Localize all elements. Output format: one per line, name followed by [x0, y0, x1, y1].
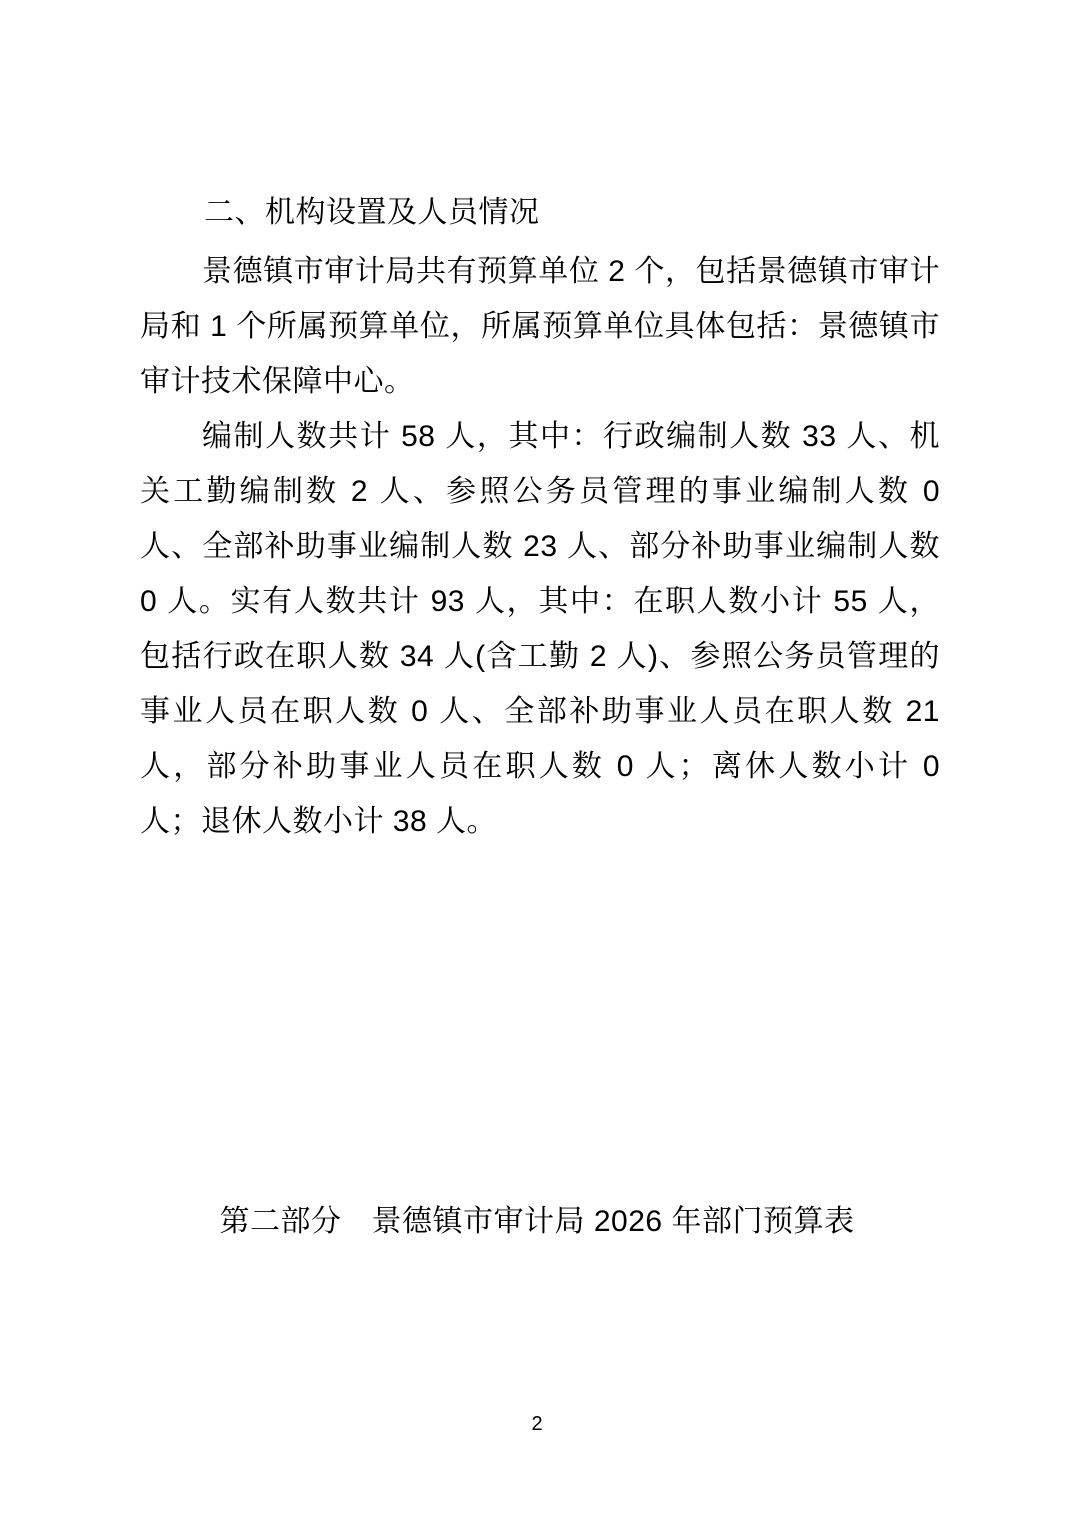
part-two-name: 景德镇市审计局 2026 年部门预算表 — [371, 1205, 855, 1238]
page-number: 2 — [531, 1413, 543, 1435]
paragraph-organization-setup: 景德镇市审计局共有预算单位 2 个，包括景德镇市审计局和 1 个所属预算单位，所属预算单位具体包括：景德镇市审计技术保障中心。 — [140, 255, 940, 398]
part-two-label: 第二部分 — [219, 1205, 342, 1238]
section-heading: 二、机构设置及人员情况 — [204, 196, 540, 229]
paragraph-staffing-numbers: 编制人数共计 58 人，其中：行政编制人数 33 人、机关工勤编制数 2 人、参照公务员管理的事业编制人数 0 人、全部补助事业编制人数 23 人、部分补助事业编制人数 0 人。实有人数共计 93 人，其中：在职人数小计 55 人，包括行政在职人数 34 人(含工勤 2 人)、参照公务员管理的事业人员在职人数 0 人、全部补助事业人员在职人数 21 人，部分补助事业人员在职人数 0 人；离休人数小计 0 人；退休人数小计 38 人。 — [140, 420, 940, 838]
document-body — [140, 185, 940, 849]
part-two-title — [0, 1200, 1074, 1244]
